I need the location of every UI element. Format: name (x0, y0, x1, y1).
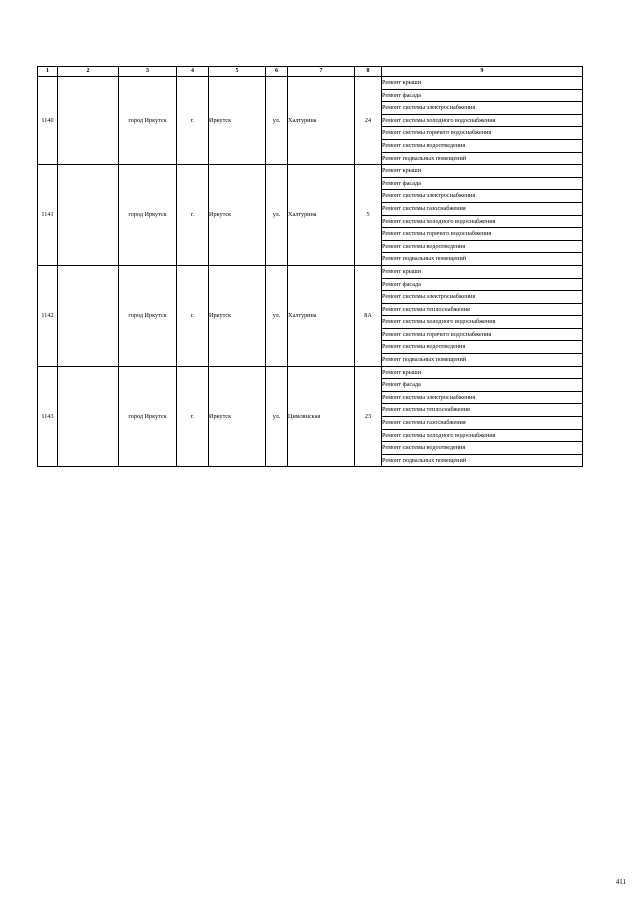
work-item: Ремонт подвальных помещений (382, 354, 583, 367)
entry-col2 (58, 265, 119, 366)
entry-settlement: город Иркутск (119, 165, 177, 266)
work-item: Ремонт системы газоснабжения (382, 202, 583, 215)
work-item: Ремонт системы холодного водоснабжения (382, 215, 583, 228)
work-item: Ремонт фасада (382, 379, 583, 392)
work-item: Ремонт подвальных помещений (382, 253, 583, 266)
header-cell: 1 (38, 67, 58, 77)
work-item: Ремонт системы электроснабжения (382, 190, 583, 203)
entry-number: 1141 (38, 165, 58, 266)
entry-number: 1142 (38, 265, 58, 366)
table-row (38, 165, 583, 178)
work-item: Ремонт фасада (382, 278, 583, 291)
work-item: Ремонт крыши (382, 265, 583, 278)
entry-city: Иркутск (209, 165, 266, 266)
header-cell: 4 (177, 67, 209, 77)
entry-settlement: город Иркутск (119, 77, 177, 165)
work-item: Ремонт фасада (382, 177, 583, 190)
entry-city: Иркутск (209, 77, 266, 165)
header-cell: 2 (58, 67, 119, 77)
work-item: Ремонт системы горячего водоснабжения (382, 328, 583, 341)
work-item: Ремонт системы электроснабжения (382, 291, 583, 304)
entry-number: 1140 (38, 77, 58, 165)
work-item: Ремонт системы водоотведения (382, 240, 583, 253)
entry-street: Халтурина (288, 77, 355, 165)
entry-house-number: 8А (355, 265, 382, 366)
header-cell: 8 (355, 67, 382, 77)
entry-city: Иркутск (209, 366, 266, 467)
table-row (38, 366, 583, 379)
entry-street: Халтурина (288, 165, 355, 266)
header-cell: 5 (209, 67, 266, 77)
work-item: Ремонт системы горячего водоснабжения (382, 228, 583, 241)
work-item: Ремонт системы газоснабжения (382, 417, 583, 430)
entry-col2 (58, 366, 119, 467)
entry-street-type: ул. (266, 265, 288, 366)
work-item: Ремонт системы водоотведения (382, 442, 583, 455)
repair-register-table (37, 66, 583, 467)
header-cell: 9 (382, 67, 583, 77)
header-cell: 7 (288, 67, 355, 77)
page-number: 411 (615, 878, 626, 886)
work-item: Ремонт системы водоотведения (382, 341, 583, 354)
work-item: Ремонт фасада (382, 89, 583, 102)
table-body (38, 77, 583, 467)
work-item: Ремонт системы водоотведения (382, 139, 583, 152)
work-item: Ремонт крыши (382, 165, 583, 178)
work-item: Ремонт подвальных помещений (382, 152, 583, 165)
work-item: Ремонт крыши (382, 366, 583, 379)
work-item: Ремонт крыши (382, 77, 583, 90)
work-item: Ремонт системы холодного водоснабжения (382, 429, 583, 442)
work-item: Ремонт системы горячего водоснабжения (382, 127, 583, 140)
table-row (38, 265, 583, 278)
entry-settlement-type: г. (177, 265, 209, 366)
entry-house-number: 5 (355, 165, 382, 266)
entry-street-type: ул. (266, 77, 288, 165)
work-item: Ремонт системы электроснабжения (382, 102, 583, 115)
entry-settlement: город Иркутск (119, 366, 177, 467)
work-item: Ремонт системы теплоснабжения (382, 303, 583, 316)
work-item: Ремонт системы холодного водоснабжения (382, 316, 583, 329)
entry-col2 (58, 165, 119, 266)
table-row (38, 77, 583, 90)
header-row (38, 67, 583, 77)
work-item: Ремонт системы холодного водоснабжения (382, 114, 583, 127)
entry-house-number: 23 (355, 366, 382, 467)
entry-house-number: 24 (355, 77, 382, 165)
entry-settlement-type: г. (177, 77, 209, 165)
entry-col2 (58, 77, 119, 165)
entry-street-type: ул. (266, 366, 288, 467)
header-cell: 3 (119, 67, 177, 77)
entry-street: Халтурина (288, 265, 355, 366)
entry-settlement-type: г. (177, 366, 209, 467)
work-item: Ремонт системы теплоснабжения (382, 404, 583, 417)
entry-street: Цимлянская (288, 366, 355, 467)
entry-number: 1143 (38, 366, 58, 467)
entry-settlement-type: г. (177, 165, 209, 266)
work-item: Ремонт подвальных помещений (382, 454, 583, 467)
header-cell: 6 (266, 67, 288, 77)
entry-street-type: ул. (266, 165, 288, 266)
entry-city: Иркутск (209, 265, 266, 366)
work-item: Ремонт системы электроснабжения (382, 391, 583, 404)
entry-settlement: город Иркутск (119, 265, 177, 366)
